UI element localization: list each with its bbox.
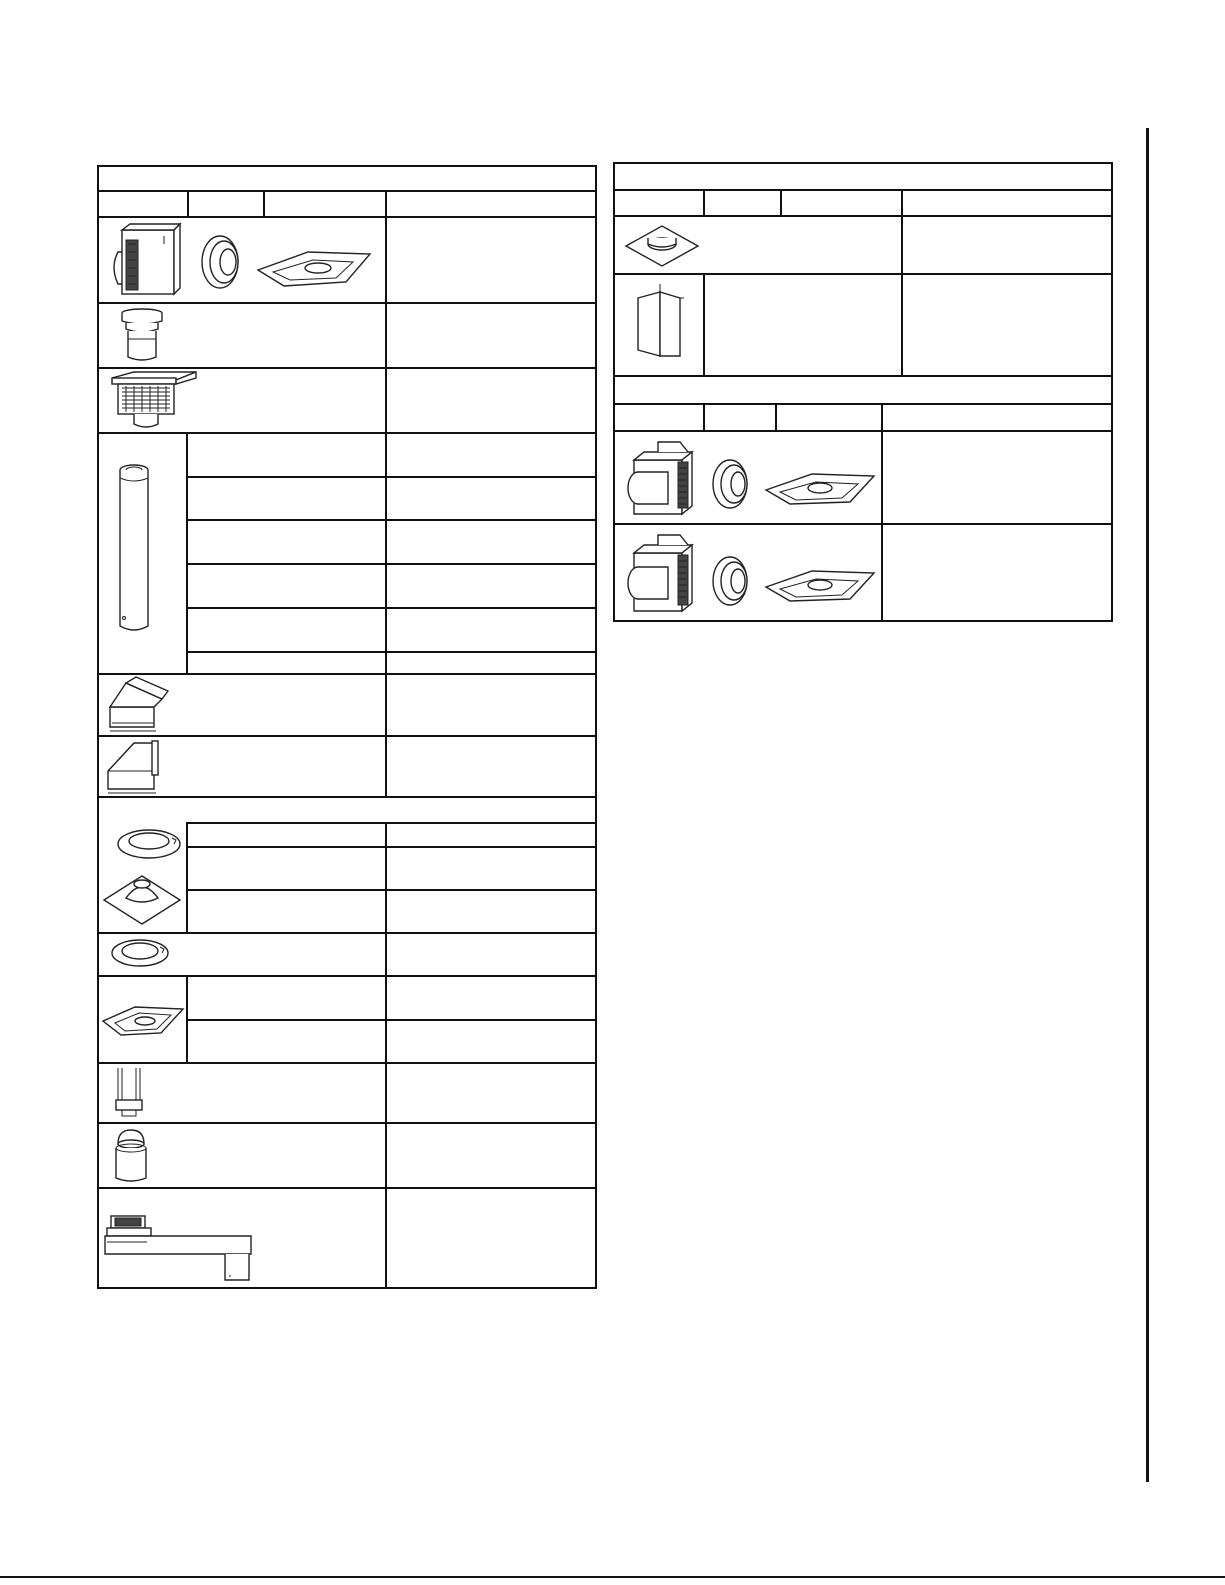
vent-adapter-icon — [118, 307, 170, 363]
snorkel-termination-kit-b-icon — [620, 531, 876, 615]
page-footer-rule — [0, 1576, 1225, 1578]
horizontal-termination-kit-icon — [108, 222, 376, 298]
storm-collar-icon — [116, 828, 186, 862]
elbow-45-icon — [104, 677, 168, 733]
right-top-components-table — [613, 162, 1113, 377]
vertical-termination-cap-icon — [104, 370, 200, 430]
restrictor-cap-icon — [112, 1128, 150, 1184]
straight-vent-pipe-icon — [114, 462, 154, 634]
attic-shield-plate-icon — [624, 222, 700, 268]
wall-strap-icon — [112, 1066, 146, 1120]
trim-collar-icon — [110, 937, 174, 969]
left-vent-components-table — [97, 165, 597, 1289]
vent-run-offset-icon — [103, 1212, 255, 1284]
snorkel-termination-kit-a-icon — [620, 438, 876, 518]
chase-flashing-box-icon — [634, 284, 686, 364]
page-margin-rule — [1146, 128, 1149, 1482]
ceiling-firestop-icon — [101, 999, 185, 1039]
roof-flashing-icon — [102, 870, 182, 924]
elbow-90-icon — [104, 739, 164, 795]
